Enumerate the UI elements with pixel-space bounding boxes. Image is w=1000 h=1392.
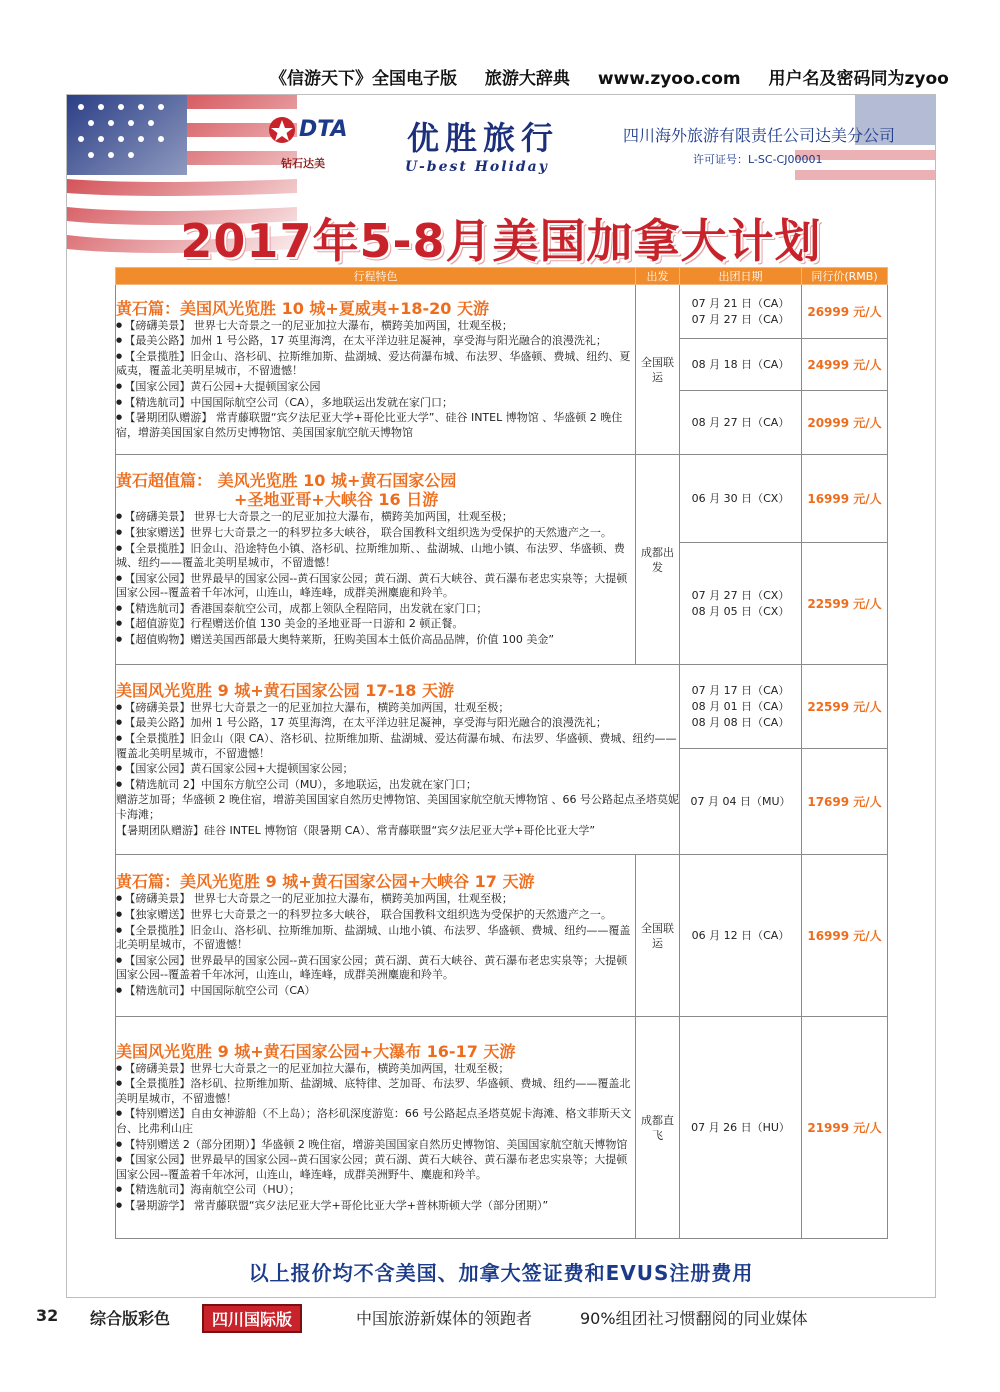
feature-item: ● 【全景揽胜】旧金山（限 CA）、洛杉矶、拉斯维加斯、盐湖城、爱达荷瀑布城、布法罗、华盛顿、费城、纽约——覆盖北美明星城市，不留遗憾！ [116,731,679,761]
date-cell [680,455,802,543]
price-cell: 22599 元/人 [802,665,888,749]
price-cell: 16999 元/人 [802,455,888,543]
date-entry: 08 月 05 日（CX） [691,604,790,618]
feature-item: ● 【暑期游学】 常青藤联盟“宾夕法尼亚大学+哥伦比亚大学+普林斯顿大学（部分团期）” [116,1198,635,1214]
route-3-features [116,665,680,855]
advertisement-frame [66,94,936,1298]
date-entry: 08 月 08 日（CA） [691,715,790,729]
date-entry: 07 月 26 日（HU） [691,1120,790,1134]
feature-item: ● 【全景揽胜】洛杉矶、拉斯维加斯、盐湖城、底特律、芝加哥、布法罗、华盛顿、费城、纽约——覆盖北美明星城市，不留遗憾！ [116,1076,635,1106]
feature-item: ● 【磅礴美景】 世界七大奇景之一的尼亚加拉大瀑布，横跨美加两国，壮观至极； [116,891,635,907]
feature-item: 【暑期团队赠游】硅谷 INTEL 博物馆（限暑期 CA）、常青藤联盟“宾夕法尼亚大学+哥伦比亚大学” [116,823,596,837]
date-cell [680,1017,802,1239]
company-logo [267,105,607,175]
feature-item: ● 【特别赠送】自由女神游船（不上岛）；洛杉矶深度游览：66 号公路起点圣塔莫妮卡海滩、格文菲斯天文台、比弗利山庄 [116,1106,635,1136]
dta-brand: DTA [299,117,348,142]
website-link[interactable]: www.zyoo.com [597,69,741,89]
route-title: 黄石篇：美风光览胜 9 城+黄石国家公园+大峡谷 17 天游 [116,872,535,892]
price-footnote: 以上报价均不含美国、加拿大签证费和EVUS注册费用 [248,1261,754,1285]
feature-item: ● 【独家赠送】世界七大奇景之一的科罗拉多大峡谷， 联合国教科文组织选为受保护的天然遗产之一。 [116,907,635,923]
price-cell: 21999 元/人 [802,1017,888,1239]
route-title: 黄石超值篇： 美风光览胜 10 城+黄石国家公园 [116,471,457,491]
route-1-departure: 全国联运 [636,285,680,455]
date-cell [680,391,802,455]
feature-item: ● 【特别赠送 2（部分团期）】华盛顿 2 晚住宿，增游美国国家自然历史博物馆、美国国家航空航天博物馆 [116,1137,635,1153]
header-departure: 出发 [636,268,680,285]
date-cell [680,339,802,391]
feature-item: ● 【超值购物】赠送美国西部最大奥特莱斯，狂购美国本土低价高品品牌，价值 100 美金” [116,632,635,648]
magazine-name: 《信游天下》全国电子版 [270,69,457,89]
feature-item: ● 【磅礴美景】 世界七大奇景之一的尼亚加拉大瀑布，横跨美加两国，壮观至极； [116,318,635,334]
price-cell: 26999 元/人 [802,285,888,339]
route-title-line2: +圣地亚哥+大峡谷 16 日游 [234,490,439,510]
date-entry: 07 月 04 日（MU） [690,794,791,808]
price-cell: 24999 元/人 [802,339,888,391]
date-cell [680,665,802,749]
table-row [116,285,888,339]
date-cell [680,855,802,1017]
header-features: 行程特色 [116,268,636,285]
price-cell: 16999 元/人 [802,855,888,1017]
license-number: 许可证号：L-SC-CJ00001 [693,153,823,166]
feature-item: ● 【磅礴美景】 世界七大奇景之一的尼亚加拉大瀑布，横跨美加两国，壮观至极； [116,509,635,525]
route-title: 美国风光览胜 9 城+黄石国家公园 17-18 天游 [116,680,454,700]
route-4-departure: 全国联运 [636,855,680,1017]
date-entry: 08 月 27 日（CA） [691,415,790,429]
feature-item: ● 【最美公路】加州 1 号公路，17 英里海湾，在太平洋边驻足凝神，享受海与阳光融合的浪漫洗礼； [116,333,635,349]
tour-plan-table [115,267,888,1239]
page-footer [36,1306,966,1332]
date-cell [680,749,802,855]
star-logo-icon [267,115,297,145]
slogan-primary: 中国旅游新媒体的领跑者 [356,1309,533,1328]
feature-item: ● 【独家赠送】世界七大奇景之一的科罗拉多大峡谷， 联合国教科文组织选为受保护的天然遗产之一。 [116,525,635,541]
feature-item: ● 【磅礴美景】世界七大奇景之一的尼亚加拉大瀑布，横跨美加两国，壮观至极； [116,1061,635,1077]
ubest-brand-en: U-best Holiday [405,159,549,175]
feature-item: ● 【磅礴美景】世界七大奇景之一的尼亚加拉大瀑布，横跨美加两国，壮观至极； [116,700,679,716]
ubest-brand-cn: 优胜旅行 [407,119,560,157]
header-price: 同行价(RMB) [802,268,888,285]
table-row [116,455,888,543]
route-title: 美国风光览胜 9 城+黄石国家公园+大瀑布 16-17 天游 [116,1041,516,1061]
date-cell [680,285,802,339]
date-entry: 06 月 30 日（CX） [691,491,790,505]
dictionary-name: 旅游大辞典 [484,69,570,89]
feature-item: ● 【国家公园】世界最早的国家公园--黄石国家公园；黄石湖、黄石大峡谷、黄石瀑布老忠实泉等；大提顿国家公园--覆盖着千年冰河，山连山，峰连峰，成群美洲麋鹿和羚羊。 [116,571,635,601]
route-2-departure: 成都出发 [636,455,680,665]
page-title: 2017年5-8月美国加拿大计划 [180,214,822,268]
price-cell: 20999 元/人 [802,391,888,455]
price-cell: 22599 元/人 [802,543,888,665]
date-entry: 07 月 17 日（CA） [691,683,790,697]
feature-item: ● 【精选航司】香港国泰航空公司，成都上领队全程陪同，出发就在家门口； [116,601,635,617]
top-banner [270,64,950,89]
table-row [116,855,888,1017]
feature-item: ● 【全景揽胜】旧金山、沿途特色小镇、洛杉矶、拉斯维加斯、、盐湖城、山地小镇、布法罗、华盛顿、费城、纽约——覆盖北美明星城市，不留遗憾！ [116,541,635,571]
feature-item: ● 【国家公园】世界最早的国家公园--黄石国家公园；黄石湖、黄石大峡谷、黄石瀑布老忠实泉等；大提顿国家公园--覆盖着千年冰河，山连山，峰连峰，成群美洲野牛、麋鹿和羚羊。 [116,1152,635,1182]
date-entry: 07 月 21 日（CA） [691,296,790,310]
feature-item: ● 【精选航司】中国国际航空公司（CA） [116,983,635,999]
feature-item: ● 【全景揽胜】旧金山、洛杉矶、拉斯维加斯、盐湖城、山地小镇、布法罗、华盛顿、费城、纽约——覆盖北美明星城市，不留遗憾！ [116,923,635,953]
feature-item: ● 【超值游览】行程赠送价值 130 美金的圣地亚哥一日游和 2 顿正餐。 [116,616,635,632]
date-entry: 08 月 18 日（CA） [691,357,790,371]
slogan-secondary: 90%组团社习惯翻阅的同业媒体 [580,1309,808,1328]
feature-item: ● 【精选航司】海南航空公司（HU）； [116,1182,635,1198]
route-4-features [116,855,636,1017]
page-number: 32 [36,1306,59,1325]
login-note: 用户名及密码同为zyoo [768,69,949,89]
route-2-features [116,455,636,665]
feature-item: ● 【暑期团队赠游】 常青藤联盟“宾夕法尼亚大学+哥伦比亚大学”、硅谷 INTEL 博物馆 、华盛顿 2 晚住宿，增游美国国家自然历史博物馆、美国国家航空航天博物馆 [116,410,635,440]
feature-item: ● 【精选航司 2】中国东方航空公司（MU），多地联运，出发就在家门口； [116,777,679,793]
route-title: 黄石篇：美国风光览胜 10 城+夏威夷+18-20 天游 [116,298,489,318]
date-entry: 07 月 27 日（CA） [691,312,790,326]
route-5-departure: 成都直飞 [636,1017,680,1239]
feature-item: ● 【国家公园】黄石公园+大提顿国家公园 [116,379,635,395]
dta-brand-cn: 钻石达美 [281,157,325,170]
table-header-row [116,268,888,285]
feature-item: ● 【最美公路】加州 1 号公路，17 英里海湾，在太平洋边驻足凝神，享受海与阳光融合的浪漫洗礼； [116,715,679,731]
header-dates: 出团日期 [680,268,802,285]
date-cell [680,543,802,665]
date-entry: 06 月 12 日（CA） [691,928,790,942]
edition-label: 综合版彩色 [90,1309,171,1328]
feature-item: ● 【国家公园】黄石国家公园+大提顿国家公园； [116,761,679,777]
edition-badge: 四川国际版 [202,1304,302,1333]
route-5-features [116,1017,636,1239]
feature-item: ● 【国家公园】世界最早的国家公园--黄石国家公园；黄石湖、黄石大峡谷、黄石瀑布老忠实泉等；大提顿国家公园--覆盖着千年冰河，山连山，峰连峰，成群美洲麋鹿和羚羊。 [116,953,635,983]
feature-item: 赠游芝加哥；华盛顿 2 晚住宿，增游美国国家自然历史博物馆、美国国家航空航天博物馆 、66 号公路起点圣塔莫妮卡海滩； [116,793,679,821]
date-entry: 07 月 27 日（CX） [691,588,790,602]
table-row [116,1017,888,1239]
company-name: 四川海外旅游有限责任公司达美分公司 [623,126,896,145]
price-cell: 17699 元/人 [802,749,888,855]
feature-item: ● 【精选航司】中国国际航空公司（CA），多地联运出发就在家门口； [116,395,635,411]
route-1-features [116,285,636,455]
table-row [116,665,888,749]
date-entry: 08 月 01 日（CA） [691,699,790,713]
feature-item: ● 【全景揽胜】旧金山、洛杉矶、拉斯维加斯、盐湖城、爱达荷瀑布城、布法罗、华盛顿、费城、纽约、夏威夷，覆盖北美明星城市，不留遗憾！ [116,349,635,379]
